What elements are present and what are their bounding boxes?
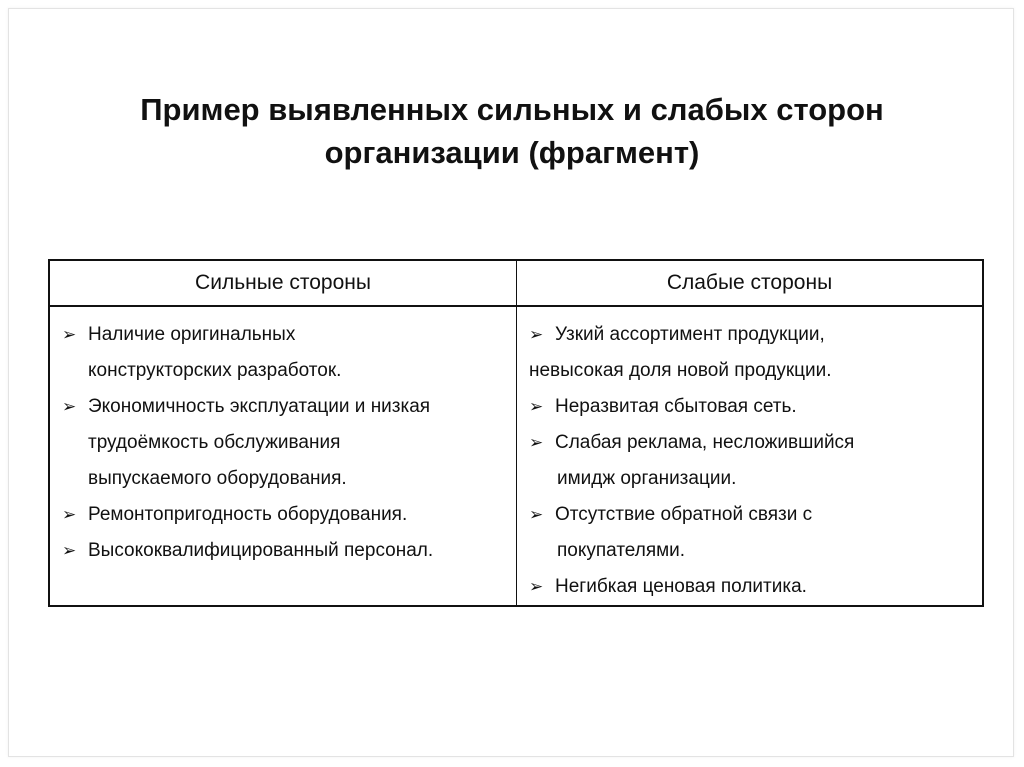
arrow-bullet-icon: ➢ <box>529 397 544 416</box>
weakness-item-line: невысокая доля новой продукции. <box>529 360 832 381</box>
weakness-item-line: ➢ Отсутствие обратной связи с <box>529 497 982 533</box>
title-line-2: организации (фрагмент) <box>324 135 700 170</box>
weakness-item-line: покупателями. <box>557 540 686 561</box>
strengths-list <box>50 307 517 605</box>
arrow-bullet-icon: ➢ <box>529 433 544 452</box>
page-title <box>40 88 984 174</box>
weakness-item-line: ➢ Слабая реклама, несложившийся <box>529 425 982 461</box>
title-line-1: Пример выявленных сильных и слабых сторон <box>140 92 884 127</box>
arrow-bullet-icon: ➢ <box>62 397 77 416</box>
weakness-item-line: ➢ Негибкая ценовая политика. <box>529 569 982 605</box>
arrow-bullet-icon: ➢ <box>529 505 544 524</box>
weaknesses-header: Слабые стороны <box>666 271 833 294</box>
strength-item-line: трудоёмкость обслуживания <box>88 432 341 453</box>
strength-item-line: ➢ Ремонтопригодность оборудования. <box>62 497 516 533</box>
strength-item-line: ➢ Экономичность эксплуатации и низкая <box>62 389 516 425</box>
strength-item-line: выпускаемого оборудования. <box>88 468 347 489</box>
table-body-row <box>50 307 982 605</box>
strength-item-line: конструкторских разработок. <box>88 360 342 381</box>
arrow-bullet-icon: ➢ <box>62 541 77 560</box>
table-header-row <box>50 261 982 307</box>
arrow-bullet-icon: ➢ <box>529 577 544 596</box>
arrow-bullet-icon: ➢ <box>62 325 77 344</box>
strength-item-line: ➢ Высококвалифицированный персонал. <box>62 533 516 569</box>
strengths-weaknesses-table <box>48 259 984 607</box>
strengths-header: Сильные стороны <box>50 261 517 305</box>
weakness-item-line: ➢ Неразвитая сбытовая сеть. <box>529 389 982 425</box>
arrow-bullet-icon: ➢ <box>62 505 77 524</box>
arrow-bullet-icon: ➢ <box>529 325 544 344</box>
strength-item-line: ➢ Наличие оригинальных <box>62 317 516 353</box>
weakness-item-line: ➢ Узкий ассортимент продукции, <box>529 317 982 353</box>
weakness-item-line: имидж организации. <box>557 468 737 489</box>
weaknesses-list <box>517 307 982 605</box>
